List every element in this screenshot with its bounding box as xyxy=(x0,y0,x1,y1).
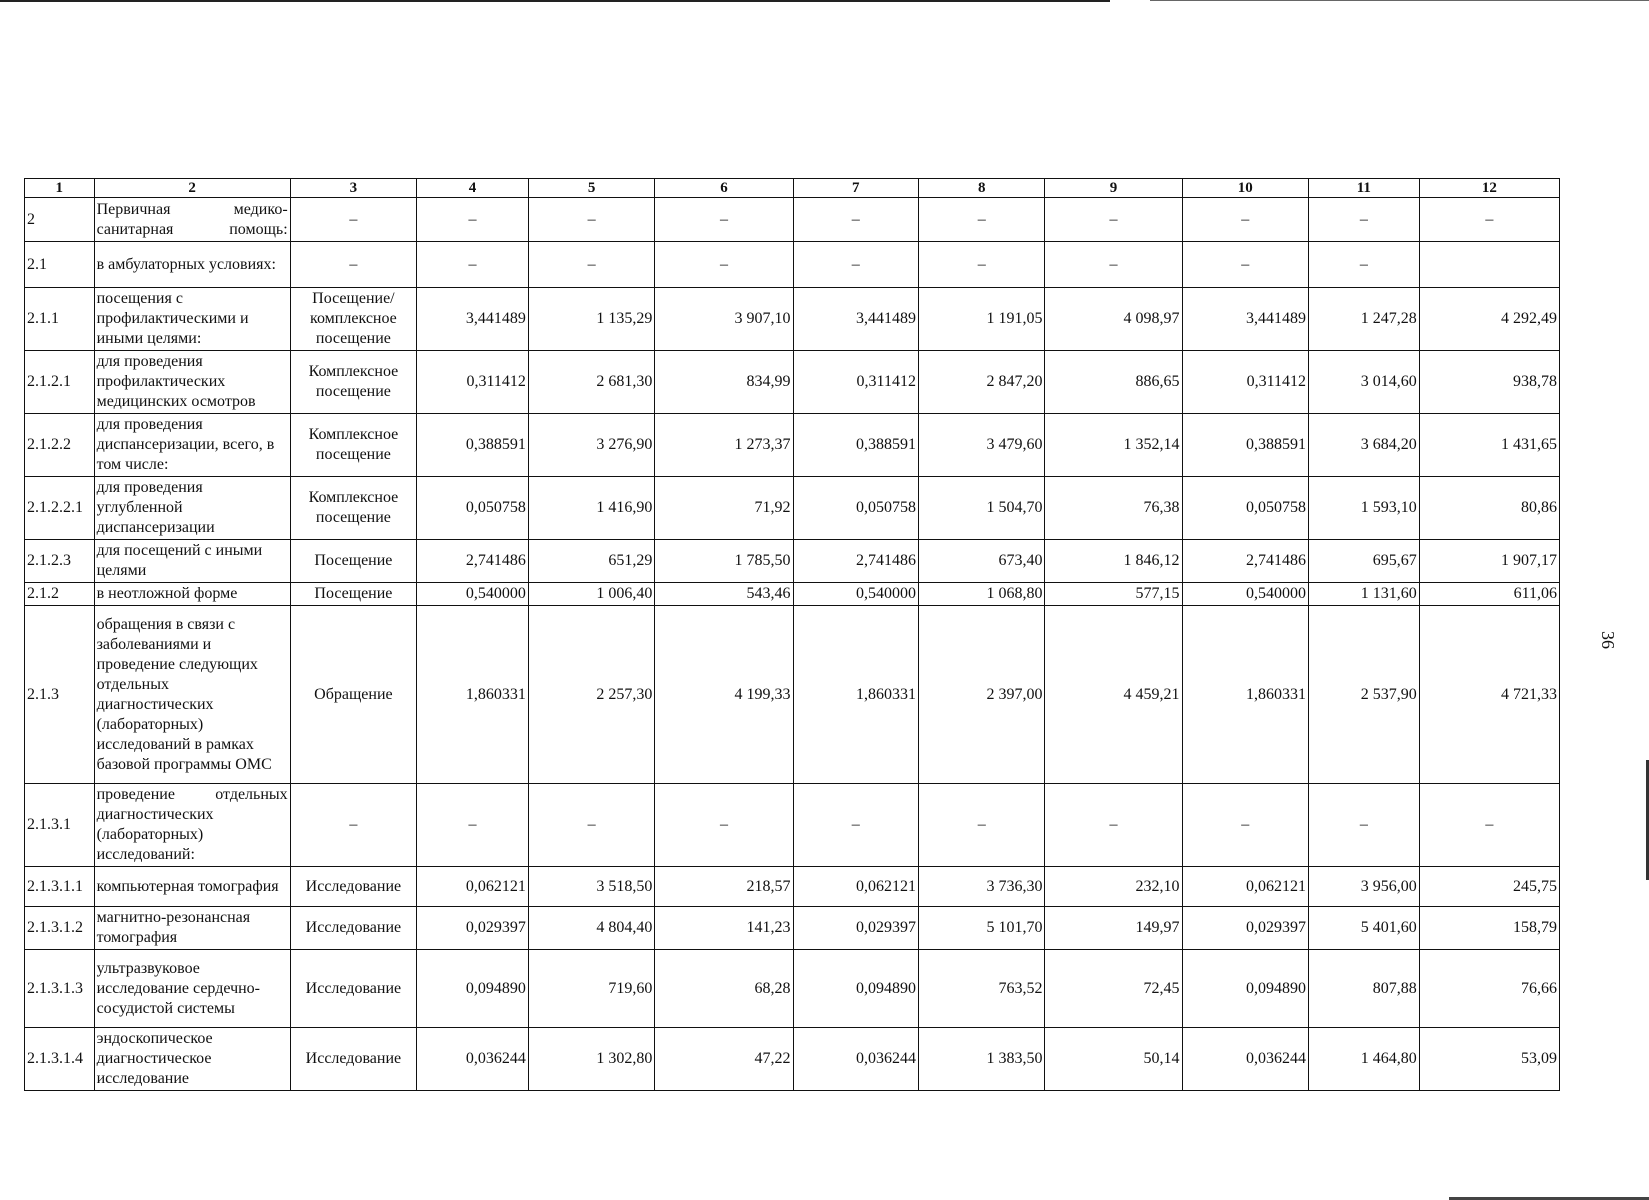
cell-col10: 0,388591 xyxy=(1182,414,1309,477)
cell-col7: 0,094890 xyxy=(793,950,918,1028)
cell-col5: 3 518,50 xyxy=(528,867,655,907)
cell-col8: 2 397,00 xyxy=(918,606,1045,784)
row-unit: Посещение xyxy=(290,583,417,606)
column-header: 6 xyxy=(655,179,793,198)
row-name: Первичная медико-санитарная помощь: xyxy=(94,198,290,242)
table-row xyxy=(25,606,1560,784)
cell-col4: 0,388591 xyxy=(417,414,529,477)
table-row xyxy=(25,288,1560,351)
cell-col11: 1 593,10 xyxy=(1309,477,1420,540)
cell-col8: 1 383,50 xyxy=(918,1028,1045,1091)
cell-col10: 0,050758 xyxy=(1182,477,1309,540)
row-unit: – xyxy=(290,784,417,867)
row-name: в неотложной форме xyxy=(94,583,290,606)
cell-col11: 1 131,60 xyxy=(1309,583,1420,606)
row-name: эндоскопическое диагностическое исследование xyxy=(94,1028,290,1091)
cell-col4: – xyxy=(417,784,529,867)
table-row xyxy=(25,867,1560,907)
cell-col10: 2,741486 xyxy=(1182,540,1309,583)
cell-col10: – xyxy=(1182,242,1309,288)
column-number-header-row xyxy=(25,179,1560,198)
cell-col5: 651,29 xyxy=(528,540,655,583)
table-body xyxy=(25,179,1560,1091)
row-name: для проведения углубленной диспансеризации xyxy=(94,477,290,540)
cell-col9: 4 098,97 xyxy=(1045,288,1182,351)
cell-col4: 0,029397 xyxy=(417,907,529,950)
page-number: 36 xyxy=(1598,631,1618,649)
row-name: компьютерная томография xyxy=(94,867,290,907)
scan-top-border-right xyxy=(1150,0,1649,1)
cell-col9: – xyxy=(1045,242,1182,288)
cell-col8: 673,40 xyxy=(918,540,1045,583)
cell-col12: 611,06 xyxy=(1419,583,1559,606)
table-row xyxy=(25,242,1560,288)
cell-col11: – xyxy=(1309,242,1420,288)
cell-col5: 4 804,40 xyxy=(528,907,655,950)
cell-col9: 4 459,21 xyxy=(1045,606,1182,784)
cell-col5: 1 302,80 xyxy=(528,1028,655,1091)
cell-col8: – xyxy=(918,242,1045,288)
row-name: для посещений с иными целями xyxy=(94,540,290,583)
cell-col5: – xyxy=(528,784,655,867)
row-unit: Комплексное посещение xyxy=(290,477,417,540)
cell-col7: 0,050758 xyxy=(793,477,918,540)
cell-col12: 245,75 xyxy=(1419,867,1559,907)
cell-col11: – xyxy=(1309,784,1420,867)
row-code: 2.1.2 xyxy=(25,583,95,606)
cell-col4: 0,050758 xyxy=(417,477,529,540)
row-unit: Комплексное посещение xyxy=(290,351,417,414)
row-name: магнитно-резонансная томография xyxy=(94,907,290,950)
cell-col4: – xyxy=(417,242,529,288)
row-code: 2.1.3.1.3 xyxy=(25,950,95,1028)
row-name: проведение отдельных диагностических (лабораторных) исследований: xyxy=(94,784,290,867)
cell-col6: 141,23 xyxy=(655,907,793,950)
column-header: 5 xyxy=(528,179,655,198)
cell-col7: 0,540000 xyxy=(793,583,918,606)
row-code: 2.1.2.2.1 xyxy=(25,477,95,540)
cell-col7: 0,311412 xyxy=(793,351,918,414)
cell-col9: – xyxy=(1045,784,1182,867)
table-row xyxy=(25,540,1560,583)
table-row xyxy=(25,351,1560,414)
column-header: 3 xyxy=(290,179,417,198)
cell-col10: 0,036244 xyxy=(1182,1028,1309,1091)
row-name: для проведения диспансеризации, всего, в том числе: xyxy=(94,414,290,477)
cell-col9: 886,65 xyxy=(1045,351,1182,414)
row-code: 2 xyxy=(25,198,95,242)
cell-col12: 76,66 xyxy=(1419,950,1559,1028)
cell-col5: – xyxy=(528,198,655,242)
table-row xyxy=(25,950,1560,1028)
cell-col4: 0,094890 xyxy=(417,950,529,1028)
row-name: ультразвуковое исследование сердечно-сосудистой системы xyxy=(94,950,290,1028)
row-unit: Исследование xyxy=(290,950,417,1028)
table-row xyxy=(25,784,1560,867)
cell-col6: 68,28 xyxy=(655,950,793,1028)
cell-col12: – xyxy=(1419,784,1559,867)
cell-col5: 1 006,40 xyxy=(528,583,655,606)
table-row xyxy=(25,198,1560,242)
cell-col6: 4 199,33 xyxy=(655,606,793,784)
cell-col7: 0,036244 xyxy=(793,1028,918,1091)
cell-col6: 3 907,10 xyxy=(655,288,793,351)
cell-col10: 0,311412 xyxy=(1182,351,1309,414)
cell-col11: 695,67 xyxy=(1309,540,1420,583)
cell-col12: 53,09 xyxy=(1419,1028,1559,1091)
cell-col4: 0,311412 xyxy=(417,351,529,414)
column-header: 8 xyxy=(918,179,1045,198)
cell-col11: 807,88 xyxy=(1309,950,1420,1028)
table-row xyxy=(25,907,1560,950)
cell-col5: 1 135,29 xyxy=(528,288,655,351)
cell-col11: 2 537,90 xyxy=(1309,606,1420,784)
cell-col12: 80,86 xyxy=(1419,477,1559,540)
cell-col12: 4 721,33 xyxy=(1419,606,1559,784)
row-unit: Комплексное посещение xyxy=(290,414,417,477)
table-row xyxy=(25,414,1560,477)
cell-col6: 834,99 xyxy=(655,351,793,414)
table-row xyxy=(25,583,1560,606)
row-code: 2.1 xyxy=(25,242,95,288)
table-row xyxy=(25,477,1560,540)
cell-col5: 3 276,90 xyxy=(528,414,655,477)
cell-col5: 2 257,30 xyxy=(528,606,655,784)
cell-col9: 50,14 xyxy=(1045,1028,1182,1091)
row-unit: – xyxy=(290,242,417,288)
column-header: 2 xyxy=(94,179,290,198)
cell-col12: 4 292,49 xyxy=(1419,288,1559,351)
cell-col11: 3 956,00 xyxy=(1309,867,1420,907)
row-name: для проведения профилактических медицинских осмотров xyxy=(94,351,290,414)
row-unit: Исследование xyxy=(290,867,417,907)
cell-col9: 72,45 xyxy=(1045,950,1182,1028)
cell-col8: 763,52 xyxy=(918,950,1045,1028)
cell-col12: 938,78 xyxy=(1419,351,1559,414)
cell-col5: 1 416,90 xyxy=(528,477,655,540)
cell-col6: 543,46 xyxy=(655,583,793,606)
cell-col10: 1,860331 xyxy=(1182,606,1309,784)
cell-col4: 1,860331 xyxy=(417,606,529,784)
cell-col9: 76,38 xyxy=(1045,477,1182,540)
cell-col9: 1 846,12 xyxy=(1045,540,1182,583)
cell-col4: 2,741486 xyxy=(417,540,529,583)
row-name: посещения с профилактическими и иными целями: xyxy=(94,288,290,351)
row-code: 2.1.3.1.1 xyxy=(25,867,95,907)
column-header: 9 xyxy=(1045,179,1182,198)
cell-col12: 158,79 xyxy=(1419,907,1559,950)
cell-col10: 0,029397 xyxy=(1182,907,1309,950)
cell-col12 xyxy=(1419,242,1559,288)
cell-col7: 0,029397 xyxy=(793,907,918,950)
cell-col6: 218,57 xyxy=(655,867,793,907)
cell-col5: – xyxy=(528,242,655,288)
cell-col6: – xyxy=(655,198,793,242)
row-code: 2.1.3.1 xyxy=(25,784,95,867)
cell-col7: 1,860331 xyxy=(793,606,918,784)
cell-col12: 1 907,17 xyxy=(1419,540,1559,583)
cell-col8: 3 479,60 xyxy=(918,414,1045,477)
cell-col10: 0,540000 xyxy=(1182,583,1309,606)
cell-col7: – xyxy=(793,242,918,288)
column-header: 1 xyxy=(25,179,95,198)
cell-col7: 3,441489 xyxy=(793,288,918,351)
row-name: обращения в связи с заболеваниями и проведение следующих отдельных диагностических (лабораторных) исследований в рамках базовой программы ОМС xyxy=(94,606,290,784)
row-code: 2.1.1 xyxy=(25,288,95,351)
row-code: 2.1.3.1.4 xyxy=(25,1028,95,1091)
cell-col4: 0,540000 xyxy=(417,583,529,606)
row-unit: Обращение xyxy=(290,606,417,784)
table-row xyxy=(25,1028,1560,1091)
cell-col11: 5 401,60 xyxy=(1309,907,1420,950)
cell-col6: 1 785,50 xyxy=(655,540,793,583)
cell-col4: 3,441489 xyxy=(417,288,529,351)
row-code: 2.1.2.1 xyxy=(25,351,95,414)
cell-col8: 3 736,30 xyxy=(918,867,1045,907)
cell-col8: – xyxy=(918,198,1045,242)
cell-col4: 0,036244 xyxy=(417,1028,529,1091)
column-header: 11 xyxy=(1309,179,1420,198)
row-code: 2.1.2.2 xyxy=(25,414,95,477)
cell-col8: 2 847,20 xyxy=(918,351,1045,414)
column-header: 12 xyxy=(1419,179,1559,198)
cell-col6: 1 273,37 xyxy=(655,414,793,477)
column-header: 10 xyxy=(1182,179,1309,198)
cell-col9: 232,10 xyxy=(1045,867,1182,907)
cell-col5: 719,60 xyxy=(528,950,655,1028)
cell-col11: 3 014,60 xyxy=(1309,351,1420,414)
cell-col12: 1 431,65 xyxy=(1419,414,1559,477)
cell-col9: – xyxy=(1045,198,1182,242)
cell-col11: 3 684,20 xyxy=(1309,414,1420,477)
cell-col10: 0,062121 xyxy=(1182,867,1309,907)
cell-col9: 577,15 xyxy=(1045,583,1182,606)
column-header: 7 xyxy=(793,179,918,198)
cell-col11: – xyxy=(1309,198,1420,242)
row-unit: Исследование xyxy=(290,907,417,950)
row-code: 2.1.2.3 xyxy=(25,540,95,583)
row-code: 2.1.3 xyxy=(25,606,95,784)
cell-col8: 5 101,70 xyxy=(918,907,1045,950)
cell-col10: – xyxy=(1182,198,1309,242)
cell-col10: 3,441489 xyxy=(1182,288,1309,351)
cell-col7: 2,741486 xyxy=(793,540,918,583)
cell-col4: – xyxy=(417,198,529,242)
cell-col10: 0,094890 xyxy=(1182,950,1309,1028)
cell-col7: – xyxy=(793,198,918,242)
cell-col8: 1 504,70 xyxy=(918,477,1045,540)
scan-top-border xyxy=(0,0,1110,2)
cell-col9: 1 352,14 xyxy=(1045,414,1182,477)
row-code: 2.1.3.1.2 xyxy=(25,907,95,950)
cell-col11: 1 247,28 xyxy=(1309,288,1420,351)
cell-col7: 0,062121 xyxy=(793,867,918,907)
row-unit: Исследование xyxy=(290,1028,417,1091)
cell-col5: 2 681,30 xyxy=(528,351,655,414)
cell-col4: 0,062121 xyxy=(417,867,529,907)
cell-col6: 47,22 xyxy=(655,1028,793,1091)
tariff-table xyxy=(24,178,1560,1091)
row-name: в амбулаторных условиях: xyxy=(94,242,290,288)
cell-col11: 1 464,80 xyxy=(1309,1028,1420,1091)
cell-col8: 1 191,05 xyxy=(918,288,1045,351)
cell-col7: – xyxy=(793,784,918,867)
cell-col6: – xyxy=(655,242,793,288)
cell-col6: – xyxy=(655,784,793,867)
cell-col7: 0,388591 xyxy=(793,414,918,477)
column-header: 4 xyxy=(417,179,529,198)
cell-col8: 1 068,80 xyxy=(918,583,1045,606)
cell-col10: – xyxy=(1182,784,1309,867)
cell-col8: – xyxy=(918,784,1045,867)
row-unit: – xyxy=(290,198,417,242)
row-unit: Посещение/ комплексное посещение xyxy=(290,288,417,351)
row-unit: Посещение xyxy=(290,540,417,583)
cell-col12: – xyxy=(1419,198,1559,242)
cell-col9: 149,97 xyxy=(1045,907,1182,950)
cell-col6: 71,92 xyxy=(655,477,793,540)
